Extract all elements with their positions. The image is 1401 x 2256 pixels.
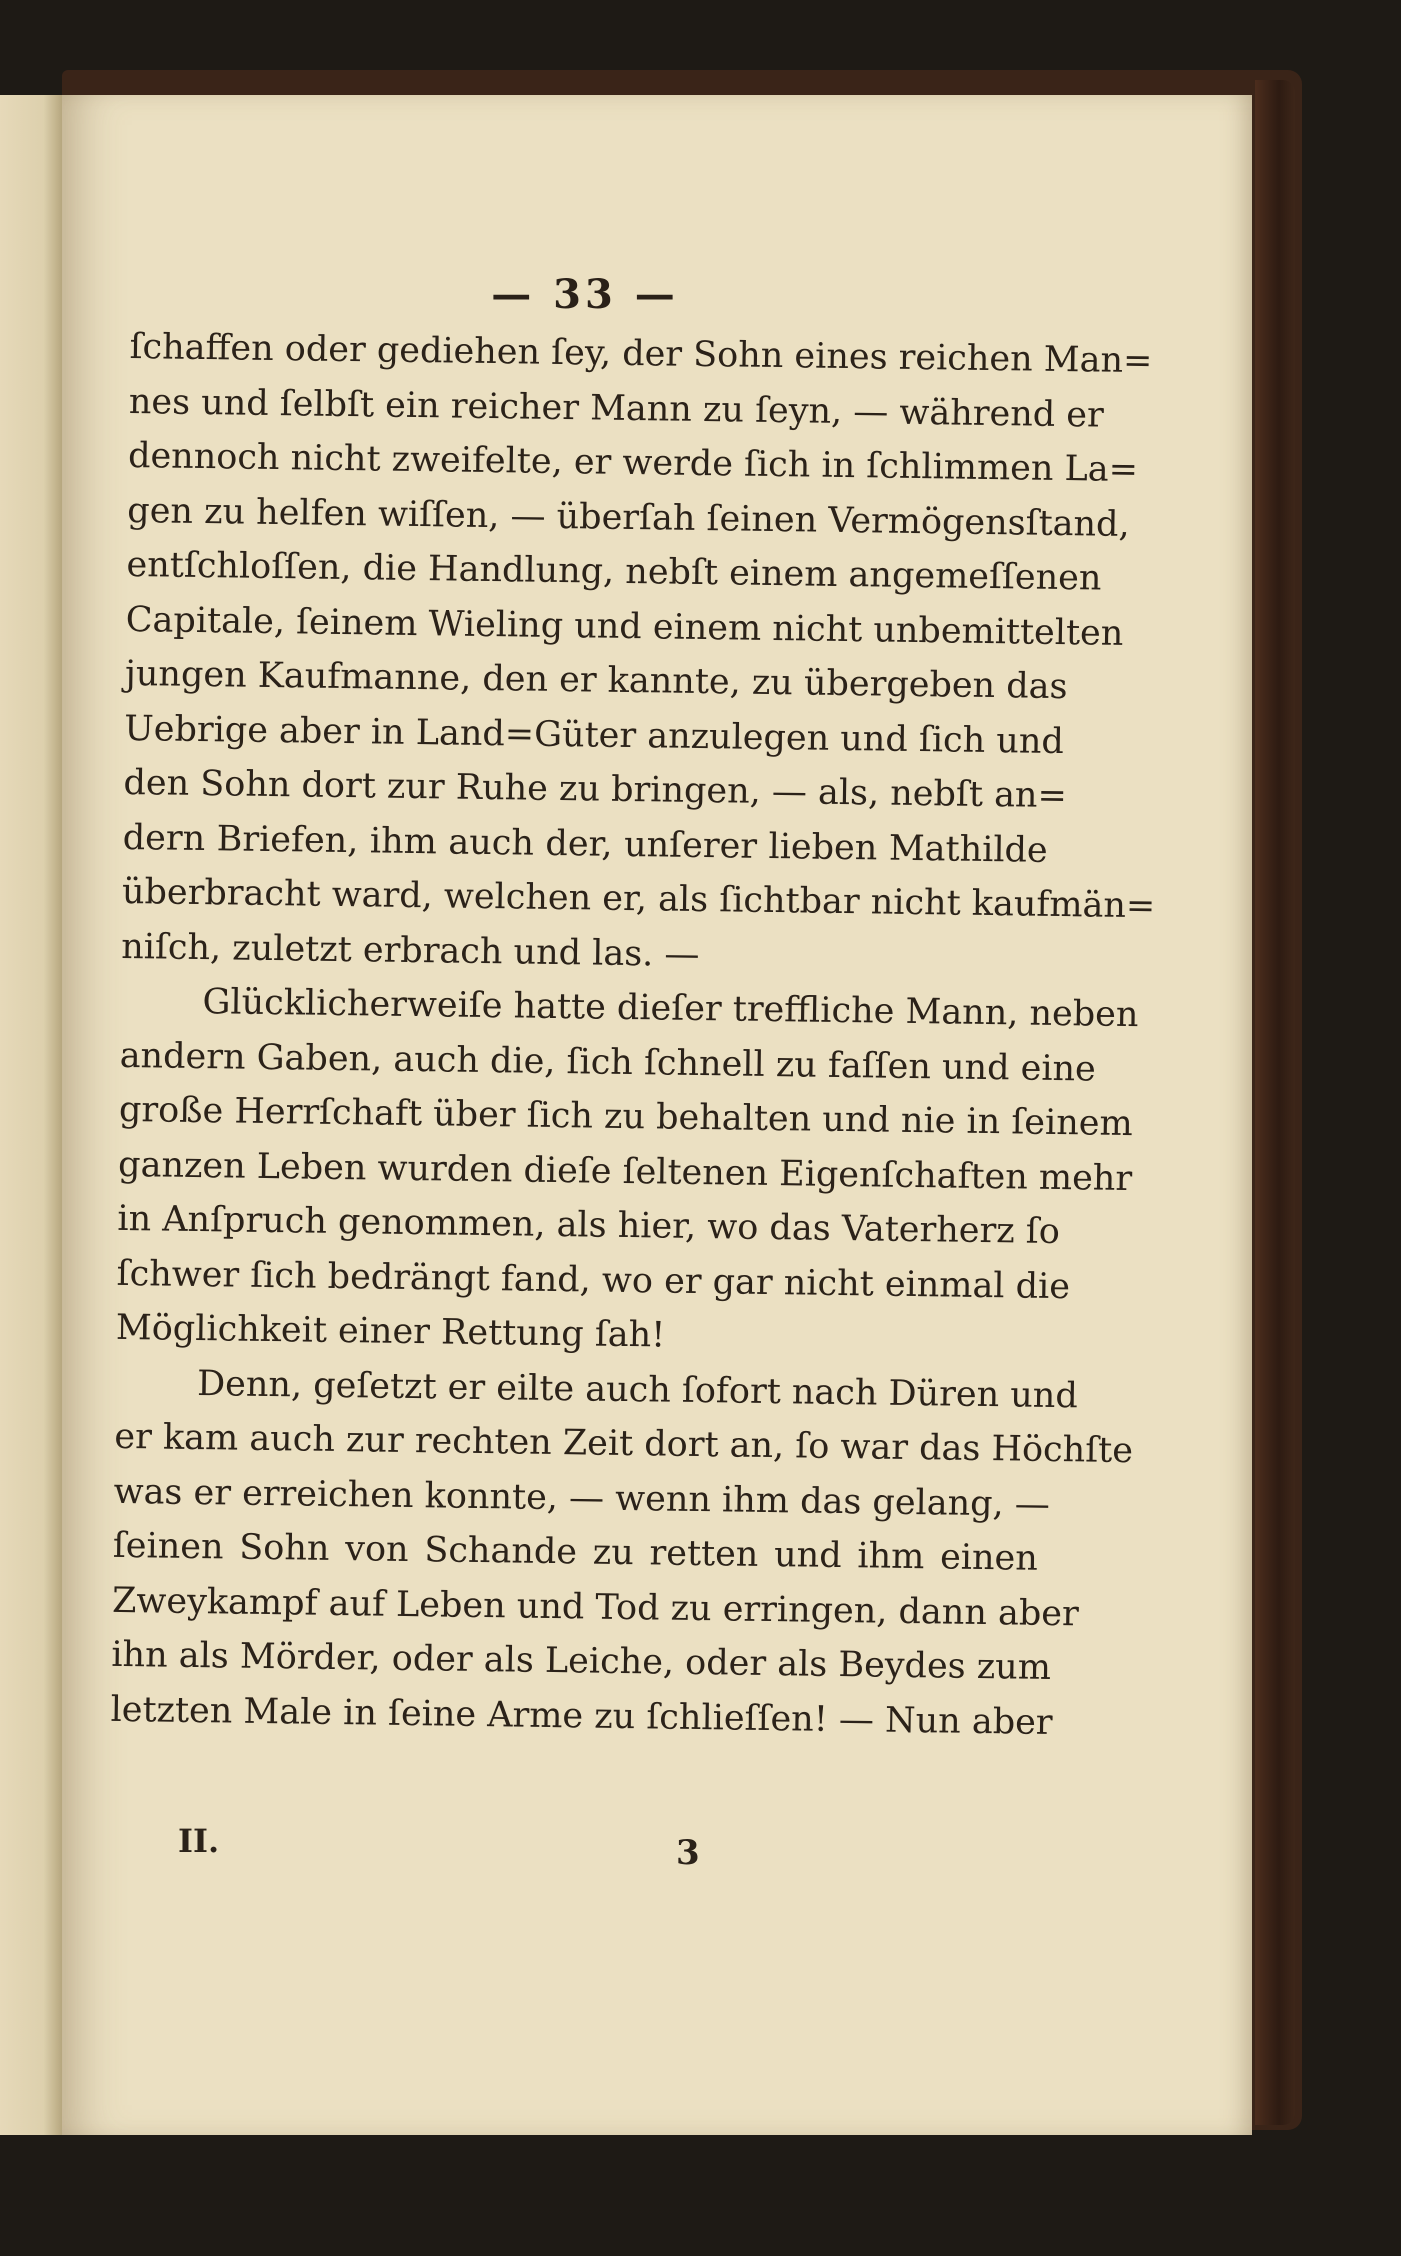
facing-page-edge: [0, 95, 62, 2135]
signature-number: 3: [676, 1833, 700, 1873]
text-line: ganzen Leben wurden dieſe ſeltenen Eigenſchaften mehr: [117, 1144, 1133, 1199]
text-line: Möglichkeit einer Rettung ſah!: [115, 1307, 666, 1356]
text-line: andern Gaben, auch die, ſich ſchnell zu faſſen und eine: [119, 1035, 1097, 1090]
text-line: ſeinen Sohn von Schande zu retten und ihm einen: [112, 1525, 1039, 1579]
paragraph-start: Denn, geſetzt er eilte auch ſofort nach Düren und: [196, 1363, 1079, 1416]
text-line: was er erreichen konnte, — wenn ihm das gelang, —: [113, 1471, 1051, 1525]
text-line: große Herrſchaft über ſich zu behalten und nie in ſeinem: [118, 1089, 1133, 1145]
text-line: Zweykampf auf Leben und Tod zu erringen, dann aber: [111, 1580, 1080, 1634]
text-line: ſchaffen oder gediehen ſey, der Sohn eines reichen Man=: [129, 326, 1153, 382]
text-line: letzten Male in ſeine Arme zu ſchlieſſen! — Nun aber: [110, 1689, 1053, 1743]
text-line: gen zu helfen wiſſen, — überſah ſeinen Vermögensſtand,: [127, 490, 1130, 545]
text-line: ihn als Mörder, oder als Leiche, oder als Beydes zum: [111, 1634, 1052, 1688]
text-line: in Anſpruch genommen, als hier, wo das Vaterherz ſo: [117, 1198, 1061, 1253]
text-line: ſchwer ſich bedrängt fand, wo er gar nicht einmal die: [116, 1253, 1071, 1307]
text-line: nes und ſelbſt ein reicher Mann zu ſeyn, — während er: [128, 381, 1105, 436]
text-line: dern Briefen, ihm auch der, unſerer lieben Mathilde: [122, 817, 1048, 871]
text-line: niſch, zuletzt erbrach und las. —: [120, 926, 700, 975]
text-line: Uebrige aber in Land=Güter anzulegen und ſich und: [124, 708, 1065, 762]
text-line: Capitale, ſeinem Wieling und einem nicht unbemittelten: [125, 599, 1124, 654]
page-header: — 33 —: [491, 271, 679, 318]
book-spine: [1255, 80, 1295, 2125]
text-line: den Sohn dort zur Ruhe zu bringen, — als, nebſt an=: [123, 762, 1068, 817]
text-line: überbracht ward, welchen er, als ſichtbar nicht kaufmän=: [121, 871, 1156, 927]
text-line: dennoch nicht zweifelte, er werde ſich in ſchlimmen La=: [127, 435, 1139, 491]
page-text-block: [110, 320, 1156, 1750]
signature-mark: II.: [178, 1822, 220, 1860]
text-line: jungen Kaufmanne, den er kannte, zu übergeben das: [124, 653, 1068, 708]
text-line: er kam auch zur rechten Zeit dort an, ſo war das Höchſte: [114, 1416, 1134, 1472]
paragraph-start: Glücklicherweiſe hatte dieſer treffliche Mann, neben: [202, 982, 1139, 1036]
text-line: entſchloſſen, die Handlung, nebſt einem angemeſſenen: [126, 544, 1102, 599]
